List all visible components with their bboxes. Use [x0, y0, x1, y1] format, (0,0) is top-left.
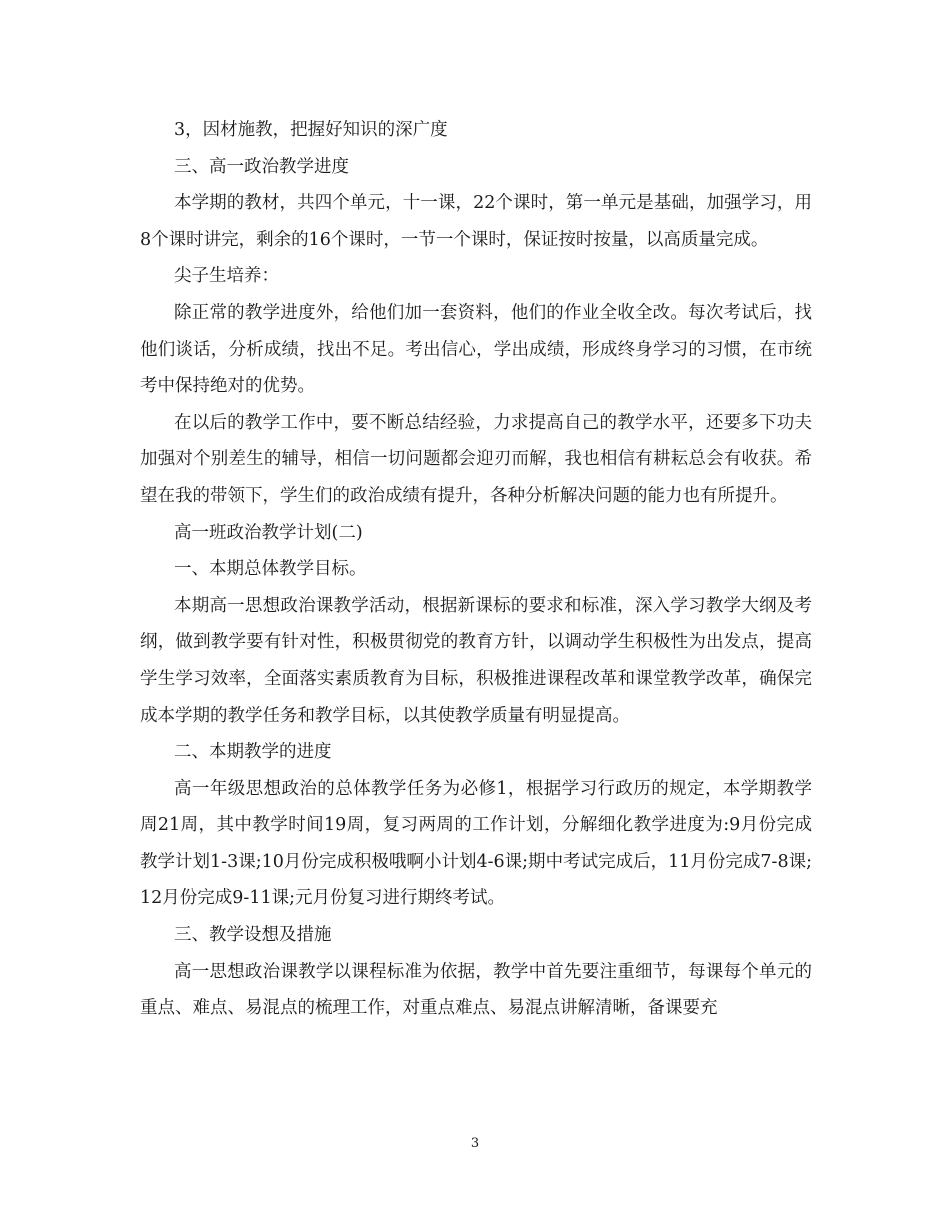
document-body: [140, 112, 812, 1027]
paragraph-13: 高一思想政治课教学以课程标准为依据，教学中首先要注重细节，每课每个单元的重点、难点、易混点的梳理工作，对重点难点、易混点讲解清晰，备课要充: [140, 961, 812, 1019]
paragraph-9: 本期高一思想政治课教学活动，根据新课标的要求和标准，深入学习教学大纲及考纲，做到教学要有针对性，积极贯彻党的教育方针，以调动学生积极性为出发点，提高学生学习效率，全面落实素质教育为目标，积极推进课程改革和课堂教学改革，确保完成本学期的教学任务和教学目标，以其使教学质量有明显提高。: [140, 595, 812, 726]
section-heading-measures: 三、教学设想及措施: [174, 925, 332, 946]
page-number: 3: [470, 1136, 480, 1151]
paragraph-3: 本学期的教材，共四个单元，十一课，22个课时，第一单元是基础，加强学习，用8个课时讲完，剩余的16个课时，一节一个课时，保证按时按量，以高质量完成。: [140, 193, 812, 250]
section-heading-teaching-progress: 三、高一政治教学进度: [174, 156, 349, 177]
subheading-top-students: 尖子生培养：: [174, 266, 279, 287]
paragraph-11: 高一年级思想政治的总体教学任务为必修1，根据学习行政历的规定，本学期教学周21周，其中教学时间19周，复习两周的工作计划，分解细化教学进度为:9月份完成教学计划1-3课;10月份完成积极哦啊小计划4-6课;期中考试完成后，11月份完成7-8课;12月份完成9-11课;元月份复习进行期终考试。: [140, 778, 812, 909]
plan-two-title: 高一班政治教学计划(二): [174, 522, 363, 543]
section-heading-progress: 二、本期教学的进度: [174, 742, 332, 763]
paragraph-1: 3，因材施教，把握好知识的深广度: [174, 120, 448, 140]
section-heading-overall-goal: 一、本期总体教学目标。: [174, 559, 367, 580]
paragraph-5: 除正常的教学进度外，给他们加一套资料，他们的作业全收全改。每次考试后，找他们谈话，分析成绩，找出不足。考出信心，学出成绩，形成终身学习的习惯，在市统考中保持绝对的优势。: [140, 302, 812, 397]
paragraph-6: 在以后的教学工作中，要不断总结经验，力求提高自己的教学水平，还要多下功夫加强对个别差生的辅导，相信一切问题都会迎刃而解，我也相信有耕耘总会有收获。希望在我的带领下，学生们的政治成绩有提升，各种分析解决问题的能力也有所提升。: [140, 412, 812, 506]
